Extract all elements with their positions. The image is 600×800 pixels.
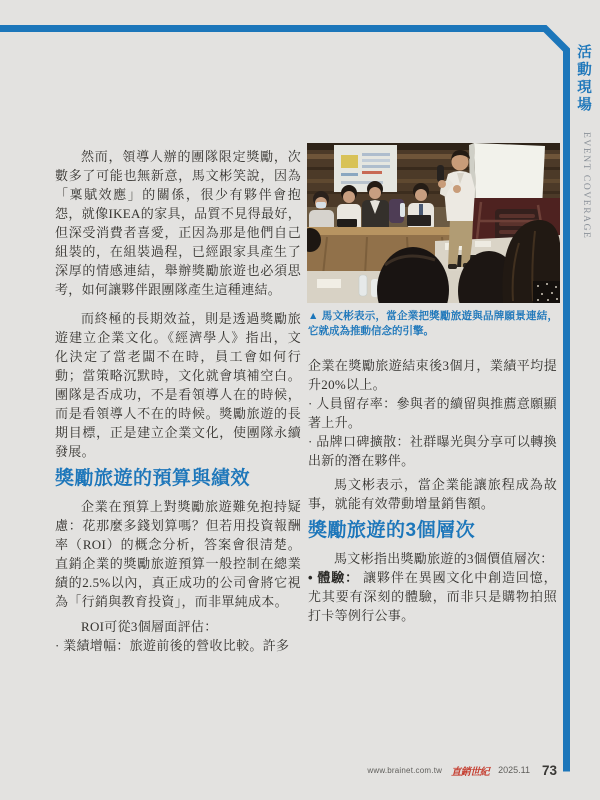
- left-column: [55, 147, 301, 655]
- page-footer: [0, 761, 557, 779]
- section-label-en: EVENT COVERAGE: [581, 132, 591, 240]
- list-item: · 業績增幅：旅遊前後的營收比較。許多: [55, 638, 290, 653]
- footer-website: www.brainet.com.tw: [367, 765, 443, 775]
- list-item-text: 讓夥伴在異國文化中創造回憶，尤其要有深刻的體驗，而非只是購物拍照打卡等例行公事。: [308, 570, 557, 623]
- photo-caption: ▲ 馬文彬表示，當企業把獎勵旅遊與品牌願景連結，它就成為推動信念的引擎。: [308, 310, 558, 337]
- section-heading-levels: 獎勵旅遊的3個層次: [308, 520, 476, 541]
- list-item-label: • 體驗：: [308, 570, 360, 585]
- list-item: · 品牌口碑擴散：社群曝光與分享可以轉換出新的潛在夥伴。: [308, 434, 557, 468]
- paragraph: 馬文彬表示，當企業能讓旅程成為故事，就能有效帶動增量銷售額。: [308, 477, 557, 511]
- paragraph: 馬文彬指出獎勵旅遊的3個價值層次：: [334, 551, 554, 566]
- magazine-logo: 直銷世紀: [451, 766, 490, 778]
- section-label-zh: 活動現場: [575, 44, 591, 114]
- footer-page-number: 73: [541, 762, 557, 778]
- right-column: [308, 356, 557, 625]
- event-photo: [307, 143, 560, 303]
- paragraph: 然而，領導人辦的團隊限定獎勵，次數多了可能也無新意，馬文彬笑說，因為「稟賦效應」的關係，很少有夥伴會抱怨，就像IKEA的家具，品質不見得最好，但深受消費者喜愛，正因為那是他們自己組裝的，在組裝過程，已經跟家具產生了深厚的情感連結，舉辦獎勵旅遊也必須思考，如何讓夥伴跟團隊產生這種連結。: [55, 149, 301, 297]
- event-photo-illustration: [307, 143, 560, 303]
- list-item: · 人員留存率：參與者的續留與推薦意願顯著上升。: [308, 396, 557, 430]
- paragraph: 企業在預算上對獎勵旅遊難免抱持疑慮：花那麼多錢划算嗎？但若用投資報酬率（ROI）的概念分析，答案會很清楚。直銷企業的獎勵旅遊預算一般控制在總業績的2.5%以內，真正成功的公司會將它視為「行銷與教育投資」，而非單純成本。: [55, 499, 301, 609]
- footer-issue: 2025.11: [498, 765, 530, 775]
- section-heading-budget: 獎勵旅遊的預算與績效: [55, 468, 251, 489]
- list-item: [308, 568, 557, 625]
- paragraph: ROI可從3個層面評估：: [81, 619, 218, 634]
- paragraph: 而終極的長期效益，則是透過獎勵旅遊建立企業文化。《經濟學人》指出，文化決定了當老闆不在時，員工會如何行動；當策略沉默時，文化就會填補空白。團隊是否成功，不是看領導人在的時候，而是看領導人不在的時候。獎勵旅遊的長期目標，正是建立企業文化，使團隊永續發展。: [55, 311, 301, 459]
- paragraph: 企業在獎勵旅遊結束後3個月，業績平均提升20%以上。: [308, 358, 557, 392]
